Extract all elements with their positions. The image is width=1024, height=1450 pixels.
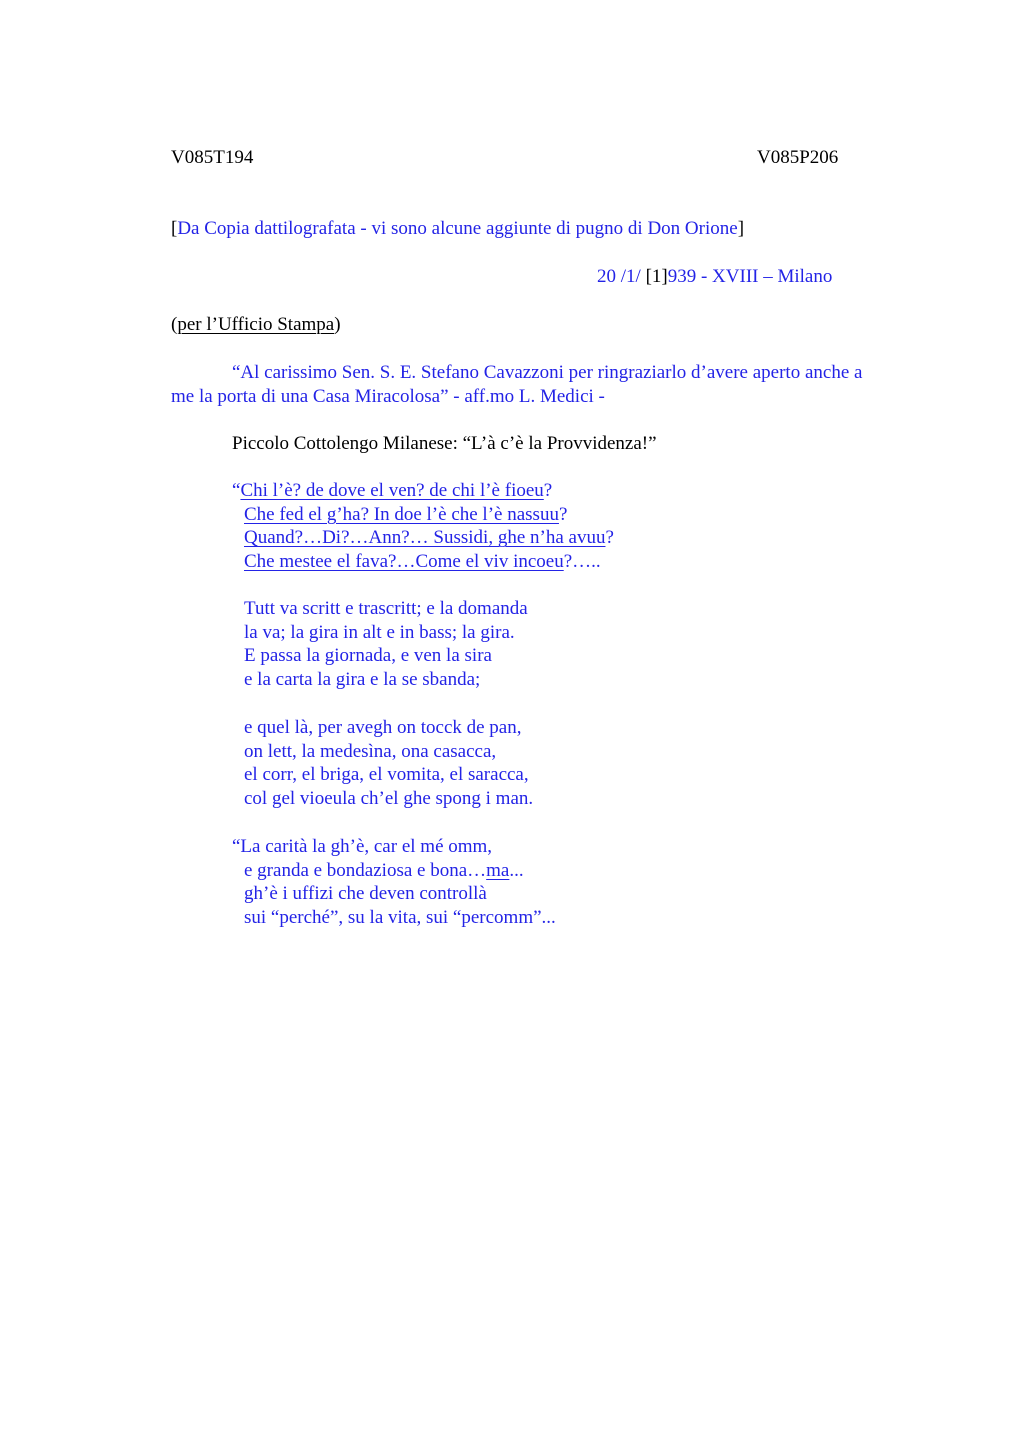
date-line bbox=[597, 265, 832, 289]
underlined-text: Che fed el g’ha? In doe l’è che l’è nassuu bbox=[244, 503, 559, 525]
document-code-right: V085P206 bbox=[757, 147, 839, 168]
date-bracket: [1] bbox=[645, 266, 668, 287]
office-note-close-paren: ) bbox=[334, 314, 341, 335]
underlined-text: ma bbox=[486, 859, 510, 881]
date-part-1: 20 /1/ bbox=[597, 266, 646, 287]
stanza-3-line-2: on lett, la medesìna, ona casacca, bbox=[244, 740, 497, 762]
stanza-1 bbox=[232, 479, 614, 574]
stanza-4-line-1: “La carità la gh’è, car el mé omm, bbox=[232, 836, 493, 857]
text-before: e granda e bondaziosa e bona… bbox=[244, 859, 487, 881]
office-note-text: per l’Ufficio Stampa bbox=[177, 314, 335, 335]
source-note-open-bracket: [ bbox=[171, 218, 178, 239]
stanza-2-line-4: e la carta la gira e la se sbanda; bbox=[244, 669, 481, 691]
date-part-2: 939 - XVIII – Milano bbox=[667, 266, 833, 287]
text-after: ... bbox=[509, 859, 524, 881]
stanza-4 bbox=[232, 835, 556, 930]
line-end: ? bbox=[558, 503, 568, 525]
stanza-2-line-3: E passa la giornada, e ven la sira bbox=[244, 645, 492, 667]
dedication-line-2: me la porta di una Casa Miracolosa” - aff.mo L. Medici - bbox=[171, 386, 605, 407]
underlined-text: Chi l’è? de dove el ven? de chi l’è fioeu bbox=[240, 480, 544, 501]
source-note bbox=[171, 217, 744, 241]
dedication-line-1: “Al carissimo Sen. S. E. Stefano Cavazzoni per ringraziarlo d’avere aperto anche a bbox=[232, 362, 863, 383]
stanza-4-line-3: gh’è i uffizi che deven controllà bbox=[244, 883, 487, 905]
line-end: ? bbox=[543, 480, 553, 501]
source-note-text: Da Copia dattilografata - vi sono alcune aggiunte di pugno di Don Orione bbox=[177, 218, 738, 239]
office-note bbox=[171, 313, 341, 337]
document-code-left: V085T194 bbox=[171, 147, 254, 168]
stanza-3-line-1: e quel là, per avegh on tocck de pan, bbox=[244, 717, 522, 738]
stanza-3-line-3: el corr, el briga, el vomita, el saracca, bbox=[244, 764, 529, 786]
stanza-2-line-2: la va; la gira in alt e in bass; la gira. bbox=[244, 621, 515, 643]
stanza-2-line-1: Tutt va scritt e trascritt; e la domanda bbox=[244, 598, 528, 619]
stanza-4-line-2 bbox=[232, 859, 556, 883]
stanza-3-line-4: col gel vioeula ch’el ghe spong i man. bbox=[244, 788, 534, 810]
source-note-close-bracket: ] bbox=[737, 218, 745, 239]
stanza-1-line-4 bbox=[232, 550, 614, 574]
stanza-1-line-2 bbox=[232, 503, 614, 527]
line-end: ?….. bbox=[563, 551, 601, 573]
poem-subtitle: Piccolo Cottolengo Milanese: “L’à c’è la Provvidenza!” bbox=[232, 433, 657, 454]
stanza-2 bbox=[244, 597, 528, 692]
stanza-1-line-1 bbox=[232, 479, 614, 503]
underlined-text: Quand?…Di?…Ann?… Sussidi, ghe n’ha avuu bbox=[244, 527, 606, 549]
underlined-text: Che mestee el fava?…Come el viv incoeu bbox=[244, 551, 564, 573]
stanza-1-line-3 bbox=[232, 526, 614, 550]
opening-quote: “ bbox=[232, 480, 241, 501]
office-note-open-paren: ( bbox=[171, 314, 178, 335]
stanza-4-line-4: sui “perché”, su la vita, sui “percomm”... bbox=[244, 907, 556, 929]
line-end: ? bbox=[605, 527, 614, 549]
stanza-3 bbox=[244, 716, 533, 811]
